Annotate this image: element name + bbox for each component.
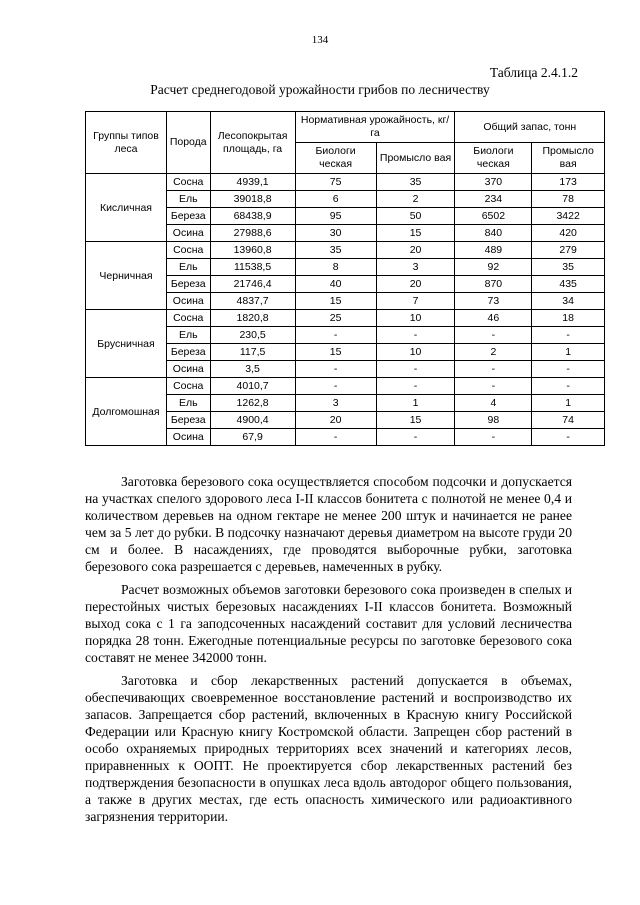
species-cell: Береза bbox=[166, 344, 210, 361]
norm-prom-cell: 10 bbox=[376, 344, 455, 361]
species-cell: Береза bbox=[166, 412, 210, 429]
species-cell: Береза bbox=[166, 208, 210, 225]
paragraph-birch-sap: Заготовка березового сока осуществляется способом подсочки и допускается на участках спелого здорового леса I-II классов бонитета с полнотой не менее 0,4 и количеством деревьев на одном гектаре не менее 200 штук и начинается не ранее чем за 5 лет до рубки. В подсочку назначают деревья диаметром на высоте груди 20 см и более. В насаждениях, где проводятся выборочные рубки, заготовка березового сока разрешается с деревьев, намеченных в рубку. bbox=[85, 474, 572, 574]
norm-prom-cell: 7 bbox=[376, 293, 455, 310]
stock-prom-cell: - bbox=[532, 429, 605, 446]
norm-bio-cell: 6 bbox=[295, 191, 376, 208]
species-cell: Ель bbox=[166, 191, 210, 208]
stock-prom-cell: 173 bbox=[532, 174, 605, 191]
species-cell: Осина bbox=[166, 225, 210, 242]
species-cell: Ель bbox=[166, 259, 210, 276]
norm-bio-cell: - bbox=[295, 429, 376, 446]
stock-prom-cell: - bbox=[532, 378, 605, 395]
stock-bio-cell: 370 bbox=[455, 174, 532, 191]
header-stock-bio: Биологи ческая bbox=[455, 143, 532, 174]
norm-prom-cell: - bbox=[376, 361, 455, 378]
area-cell: 68438,9 bbox=[210, 208, 295, 225]
norm-prom-cell: 15 bbox=[376, 412, 455, 429]
stock-prom-cell: 279 bbox=[532, 242, 605, 259]
header-norm-bio: Биологи ческая bbox=[295, 143, 376, 174]
norm-prom-cell: 20 bbox=[376, 276, 455, 293]
norm-prom-cell: 10 bbox=[376, 310, 455, 327]
norm-prom-cell: 3 bbox=[376, 259, 455, 276]
stock-prom-cell: - bbox=[532, 327, 605, 344]
table-body bbox=[86, 174, 605, 446]
header-area: Лесопокрытая площадь, га bbox=[210, 112, 295, 174]
norm-prom-cell: - bbox=[376, 378, 455, 395]
table-row bbox=[86, 310, 605, 327]
paragraph-medicinal-plants: Заготовка и сбор лекарственных растений допускается в объемах, обеспечивающих своевременное восстановление растений и воспроизводство их запасов. Запрещается сбор растений, включенных в Красную книгу Российской Федерации или Красную книгу Костромской области. Запрещен сбор растений в особо охраняемых природных территориях всех значений и категориях лесов, приравненных к ООПТ. Не проектируется сбор лекарственных растений без подтверждения безопасности в опушках леса вдоль автодорог общего пользования, а также в других местах, где есть опасность химического или радиоактивного загрязнения территории. bbox=[85, 673, 572, 824]
stock-prom-cell: 435 bbox=[532, 276, 605, 293]
area-cell: 4010,7 bbox=[210, 378, 295, 395]
stock-bio-cell: 4 bbox=[455, 395, 532, 412]
stock-bio-cell: 2 bbox=[455, 344, 532, 361]
norm-bio-cell: 25 bbox=[295, 310, 376, 327]
header-group: Группы типов леса bbox=[86, 112, 167, 174]
norm-prom-cell: 35 bbox=[376, 174, 455, 191]
norm-bio-cell: 3 bbox=[295, 395, 376, 412]
norm-bio-cell: 8 bbox=[295, 259, 376, 276]
stock-bio-cell: - bbox=[455, 361, 532, 378]
norm-prom-cell: - bbox=[376, 327, 455, 344]
area-cell: 39018,8 bbox=[210, 191, 295, 208]
header-species: Порода bbox=[166, 112, 210, 174]
area-cell: 11538,5 bbox=[210, 259, 295, 276]
area-cell: 117,5 bbox=[210, 344, 295, 361]
stock-prom-cell: 3422 bbox=[532, 208, 605, 225]
norm-prom-cell: - bbox=[376, 429, 455, 446]
species-cell: Осина bbox=[166, 361, 210, 378]
forest-group-name: Брусничная bbox=[86, 310, 167, 378]
species-cell: Осина bbox=[166, 293, 210, 310]
norm-bio-cell: 75 bbox=[295, 174, 376, 191]
stock-prom-cell: 78 bbox=[532, 191, 605, 208]
table-row bbox=[86, 378, 605, 395]
stock-bio-cell: 234 bbox=[455, 191, 532, 208]
species-cell: Ель bbox=[166, 395, 210, 412]
stock-bio-cell: 840 bbox=[455, 225, 532, 242]
header-stock-prom: Промысло вая bbox=[532, 143, 605, 174]
norm-bio-cell: - bbox=[295, 361, 376, 378]
page-number: 134 bbox=[311, 34, 329, 46]
table-row bbox=[86, 242, 605, 259]
species-cell: Сосна bbox=[166, 242, 210, 259]
stock-prom-cell: 420 bbox=[532, 225, 605, 242]
norm-bio-cell: 20 bbox=[295, 412, 376, 429]
forest-group-name: Долгомошная bbox=[86, 378, 167, 446]
norm-prom-cell: 50 bbox=[376, 208, 455, 225]
stock-bio-cell: 46 bbox=[455, 310, 532, 327]
norm-bio-cell: 30 bbox=[295, 225, 376, 242]
stock-bio-cell: - bbox=[455, 429, 532, 446]
area-cell: 27988,6 bbox=[210, 225, 295, 242]
species-cell: Осина bbox=[166, 429, 210, 446]
species-cell: Ель bbox=[166, 327, 210, 344]
area-cell: 67,9 bbox=[210, 429, 295, 446]
body-text bbox=[85, 473, 572, 825]
forest-group-name: Черничная bbox=[86, 242, 167, 310]
species-cell: Сосна bbox=[166, 378, 210, 395]
area-cell: 4939,1 bbox=[210, 174, 295, 191]
norm-prom-cell: 1 bbox=[376, 395, 455, 412]
stock-bio-cell: 92 bbox=[455, 259, 532, 276]
header-stock: Общий запас, тонн bbox=[455, 112, 605, 143]
norm-bio-cell: 15 bbox=[295, 293, 376, 310]
stock-bio-cell: - bbox=[455, 327, 532, 344]
norm-bio-cell: 40 bbox=[295, 276, 376, 293]
stock-bio-cell: 6502 bbox=[455, 208, 532, 225]
table-label: Таблица 2.4.1.2 bbox=[489, 65, 578, 80]
norm-bio-cell: 15 bbox=[295, 344, 376, 361]
stock-prom-cell: 18 bbox=[532, 310, 605, 327]
table-caption: Расчет среднегодовой урожайности грибов по лесничеству bbox=[150, 82, 490, 97]
stock-bio-cell: 73 bbox=[455, 293, 532, 310]
norm-bio-cell: - bbox=[295, 378, 376, 395]
header-norm-prom: Промысло вая bbox=[376, 143, 455, 174]
stock-bio-cell: - bbox=[455, 378, 532, 395]
species-cell: Сосна bbox=[166, 174, 210, 191]
area-cell: 3,5 bbox=[210, 361, 295, 378]
area-cell: 13960,8 bbox=[210, 242, 295, 259]
stock-prom-cell: 74 bbox=[532, 412, 605, 429]
norm-prom-cell: 20 bbox=[376, 242, 455, 259]
stock-bio-cell: 489 bbox=[455, 242, 532, 259]
norm-prom-cell: 15 bbox=[376, 225, 455, 242]
area-cell: 230,5 bbox=[210, 327, 295, 344]
area-cell: 1262,8 bbox=[210, 395, 295, 412]
species-cell: Береза bbox=[166, 276, 210, 293]
area-cell: 4837,7 bbox=[210, 293, 295, 310]
table-row bbox=[86, 174, 605, 191]
stock-bio-cell: 870 bbox=[455, 276, 532, 293]
stock-prom-cell: 1 bbox=[532, 395, 605, 412]
norm-bio-cell: 35 bbox=[295, 242, 376, 259]
norm-bio-cell: - bbox=[295, 327, 376, 344]
area-cell: 21746,4 bbox=[210, 276, 295, 293]
stock-bio-cell: 98 bbox=[455, 412, 532, 429]
stock-prom-cell: 1 bbox=[532, 344, 605, 361]
norm-bio-cell: 95 bbox=[295, 208, 376, 225]
stock-prom-cell: 35 bbox=[532, 259, 605, 276]
forest-group-name: Кисличная bbox=[86, 174, 167, 242]
stock-prom-cell: - bbox=[532, 361, 605, 378]
mushroom-yield-table bbox=[85, 111, 605, 446]
norm-prom-cell: 2 bbox=[376, 191, 455, 208]
area-cell: 1820,8 bbox=[210, 310, 295, 327]
header-norm: Нормативная урожайность, кг/га bbox=[295, 112, 455, 143]
stock-prom-cell: 34 bbox=[532, 293, 605, 310]
area-cell: 4900,4 bbox=[210, 412, 295, 429]
paragraph-sap-volume: Расчет возможных объемов заготовки березового сока произведен в спелых и перестойных чистых березовых насаждениях I-II классов бонитета. Возможный выход сока с 1 га заподсоченных насаждений составит для условий лесничества порядка 28 тонн. Ежегодные потенциальные ресурсы по заготовке березового сока составят не менее 342000 тонн. bbox=[85, 582, 572, 665]
species-cell: Сосна bbox=[166, 310, 210, 327]
